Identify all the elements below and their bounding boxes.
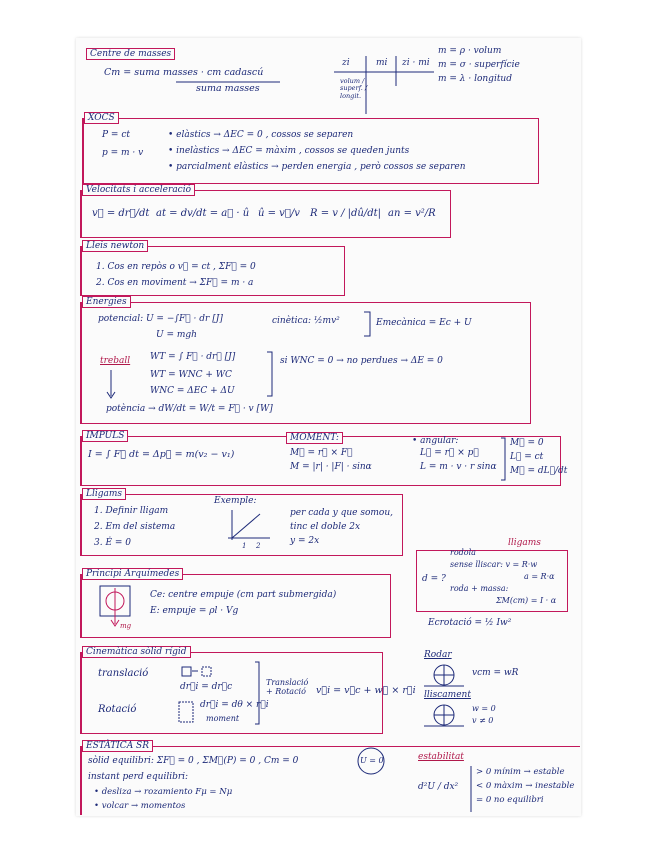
cin-vi-eq: v⃗i = v⃗c + w⃗ × r⃗i xyxy=(316,685,416,696)
cin-rot-note: moment xyxy=(206,714,240,723)
vel-item-1: v⃗ = dr⃗/dt xyxy=(92,208,150,219)
moment-right-2: L⃗ = ct xyxy=(510,452,544,462)
section-title-newton: Lleis newton xyxy=(82,240,148,252)
estatica-line-3: • desliza → rozamiento Fμ = Nμ xyxy=(94,787,233,797)
energies-wnc-note: si WNC = 0 → no perdues → ΔE = 0 xyxy=(280,356,443,366)
moment-angular-2: L = m · v · r sinα xyxy=(420,462,497,472)
estatica-line-2: instant perd equilibri: xyxy=(88,772,189,782)
cin-w-eq: w = 0 xyxy=(472,704,496,713)
treball-line-3: WNC = ΔEC + ΔU xyxy=(150,386,235,396)
lligams-side-2: sense lliscar: v = R·w xyxy=(450,560,538,569)
lligams-side-1: rodola xyxy=(450,548,476,557)
axis-tick-2: 2 xyxy=(256,542,261,550)
arquimedes-line-1: Ce: centre empuje (cm part submergida) xyxy=(150,590,337,600)
lligams-side-d: d = ? xyxy=(422,574,446,584)
energies-mecanica: Emecànica = Ec + U xyxy=(376,318,472,328)
lligams-side-5: ΣM(cm) = I · α xyxy=(496,596,557,605)
cm-formula-denominator: suma masses xyxy=(196,83,260,94)
table-header-mi: mi xyxy=(376,58,388,68)
energies-brace xyxy=(362,310,374,338)
xocs-line-1: • elàstics → ΔEC = 0 , cossos se separen xyxy=(168,130,354,140)
moment-line-2: M = |r| · |F| · sinα xyxy=(290,462,372,472)
estatica-deriv: d²U / dx² xyxy=(418,782,459,792)
treball-brace xyxy=(266,350,276,398)
lligams-example-graph xyxy=(226,508,272,544)
table-note: volum / superf. / longit. xyxy=(340,77,368,100)
estatica-circle-label: U = 0 xyxy=(360,756,384,765)
arrow-down-icon xyxy=(106,370,116,400)
moment-line-1: M⃗ = r⃗ × F⃗ xyxy=(290,448,353,458)
section-title-estatica: ESTÀTICA SR xyxy=(82,740,153,752)
moment-brace xyxy=(500,436,508,482)
lligams-side-4: roda + massa: xyxy=(450,584,509,593)
lligams-step-2: 2. Em del sistema xyxy=(94,522,176,532)
arquimedes-line-2: E: empuje = ρl · Vg xyxy=(150,606,239,616)
energies-potencial: potencial: U = −∫F⃗ · dr [J] xyxy=(98,314,223,324)
lligams-side-3: a = R·α xyxy=(524,572,555,581)
lligams-example-label: Exemple: xyxy=(214,496,257,506)
cin-rodar: Rodar xyxy=(424,650,452,660)
cin-rotacio: Rotació xyxy=(98,704,137,715)
estatica-line-4: • volcar → momentos xyxy=(94,801,186,811)
cin-lliscament: lliscament xyxy=(424,690,471,700)
estatica-line-1: sòlid equilibri: ΣF⃗ = 0 , ΣM⃗(P) = 0 , Cm = 0 xyxy=(88,756,299,766)
cin-combo: Translació + Rotació xyxy=(266,678,309,697)
cin-vcm: vcm = wR xyxy=(472,668,519,678)
lligams-note-2: tinc el doble 2x xyxy=(290,522,361,532)
cin-brace xyxy=(254,660,262,726)
section-title-velocitats: Velocitats i acceleració xyxy=(82,184,195,196)
lligams-side-title: lligams xyxy=(508,538,541,548)
estatica-case-3: = 0 no equilibri xyxy=(476,795,544,805)
sliding-wheel-icon xyxy=(424,702,464,728)
axis-tick-1: 1 xyxy=(242,542,247,550)
vel-item-2: at = dv/dt = a⃗ · û xyxy=(156,208,250,219)
cin-trans-eq: dr⃗i = dr⃗c xyxy=(180,682,233,692)
section-title-moment: MOMENT: xyxy=(286,432,343,444)
vel-item-4: R = v / |dû/dt| xyxy=(310,208,382,219)
translation-icon xyxy=(180,664,216,680)
vel-item-3: û = v⃗/v xyxy=(258,208,300,219)
impuls-formula: I = ∫ F⃗ dt = Δp⃗ = m(v₂ − v₁) xyxy=(88,449,235,460)
estatica-estabilitat: estabilitat xyxy=(418,752,464,762)
energies-cinetica: cinètica: ½mv² xyxy=(272,316,340,326)
cm-formula: Cm = suma masses · cm cadascú xyxy=(104,67,264,78)
xocs-line-2: • inelàstics → ΔEC = màxim , cossos se queden junts xyxy=(168,146,410,156)
lligams-note-3: y = 2x xyxy=(290,536,320,546)
estatica-bar xyxy=(468,766,474,812)
section-title-energies: Energies xyxy=(82,296,131,308)
treball-line-1: WT = ∫ F⃗ · dr⃗ [J] xyxy=(150,352,236,362)
lligams-note-1: per cada y que somou, xyxy=(290,508,393,518)
xocs-line-3: • parcialment elàstics → perden energia , però cossos se separen xyxy=(168,162,466,172)
lligams-ecir: Ecrotació = ½ Iw² xyxy=(428,618,512,628)
xocs-p-formula: p = m · v xyxy=(102,148,144,158)
table-header-zimi: zi · mi xyxy=(402,58,430,68)
arquimedes-mg: mg xyxy=(120,622,132,630)
moment-angular-1: L⃗ = r⃗ × p⃗ xyxy=(420,448,479,458)
estatica-case-2: < 0 màxim → inestable xyxy=(476,781,575,791)
energies-potencial-2: U = mgh xyxy=(156,330,197,340)
energies-treball-label: treball xyxy=(100,356,131,366)
section-title-xocs: XOCS xyxy=(84,112,119,124)
density-line-2: m = σ · superfície xyxy=(438,60,520,70)
moment-right-1: M⃗ = 0 xyxy=(510,438,544,448)
newton-line-1: 1. Cos en repòs o v⃗ = ct , ΣF⃗ = 0 xyxy=(96,262,256,272)
cin-translacio: translació xyxy=(98,668,149,679)
energies-potencia: potència → dW/dt = W/t = F⃗ · v [W] xyxy=(106,404,273,414)
section-title-arquimedes: Principi Arquímedes xyxy=(82,568,183,580)
moment-angular-title: • angular: xyxy=(412,436,459,446)
cin-v-eq: v ≠ 0 xyxy=(472,716,494,725)
section-title-lligams: Lligams xyxy=(82,488,126,500)
density-line-1: m = ρ · volum xyxy=(438,46,502,56)
lligams-step-3: 3. Ė = 0 xyxy=(94,538,132,548)
density-line-3: m = λ · longitud xyxy=(438,74,512,84)
vel-item-5: an = v²/R xyxy=(388,208,436,219)
lligams-step-1: 1. Definir lligam xyxy=(94,506,169,516)
newton-line-2: 2. Cos en moviment → ΣF⃗ = m · a xyxy=(96,278,254,288)
rotation-icon xyxy=(176,698,198,726)
rolling-wheel-icon xyxy=(424,662,464,688)
section-title-centre-masses: Centre de masses xyxy=(86,48,175,60)
xocs-p-def: P = ct xyxy=(102,130,130,140)
section-title-cinematica: Cinemàtica sòlid rígid xyxy=(82,646,191,658)
cin-rot-eq: dr⃗i = dθ × r⃗i xyxy=(200,700,269,710)
section-title-impuls: IMPULS xyxy=(82,430,128,442)
moment-right-3: M⃗ = dL⃗/dt xyxy=(510,466,568,476)
estatica-case-1: > 0 mínim → estable xyxy=(476,767,565,777)
treball-line-2: WT = WNC + WC xyxy=(150,370,232,380)
table-header-zi: zi xyxy=(342,58,350,68)
notes-sheet xyxy=(76,38,581,816)
